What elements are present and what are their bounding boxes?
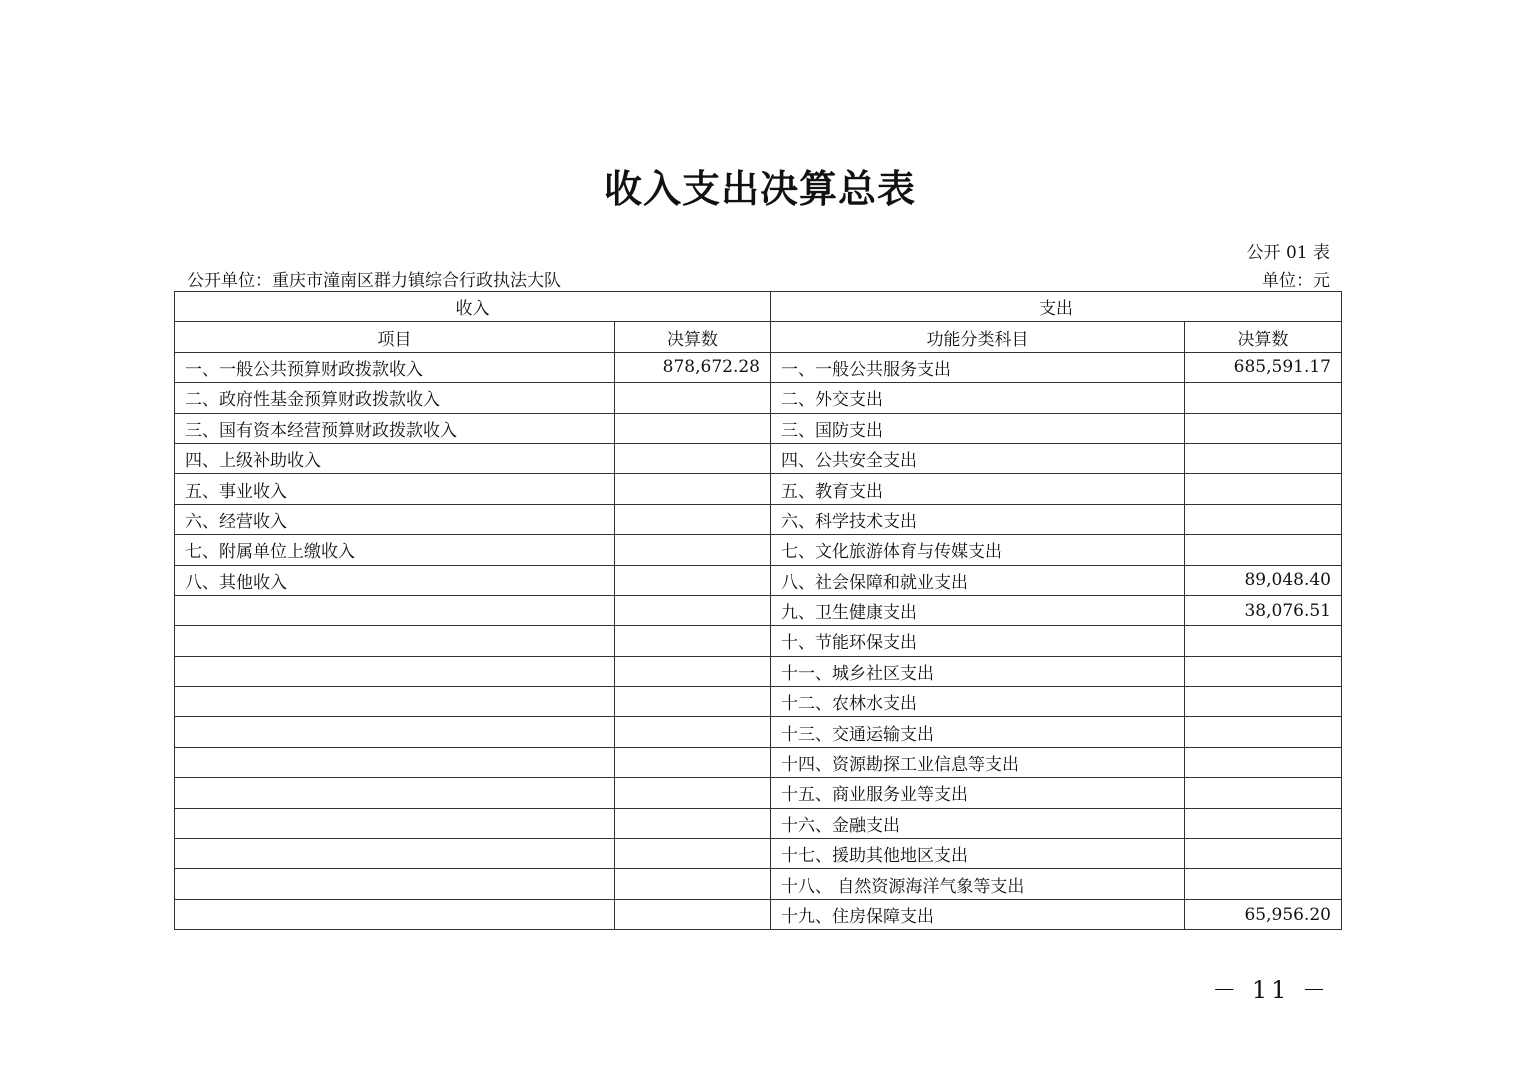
- table-row: [175, 565, 1342, 595]
- income-amount-cell: [615, 383, 771, 413]
- income-amount-cell: [615, 535, 771, 565]
- income-item-cell: 六、经营收入: [175, 504, 615, 534]
- table-row: [175, 899, 1342, 929]
- income-item-cell: [175, 626, 615, 656]
- section-header-row: [175, 292, 1342, 322]
- expense-item-cell: 十五、商业服务业等支出: [771, 778, 1185, 808]
- income-amount-cell: [615, 626, 771, 656]
- page-number: － 11 －: [1212, 976, 1330, 1004]
- expense-item-cell: 六、科学技术支出: [771, 504, 1185, 534]
- table-row: [175, 443, 1342, 473]
- income-item-cell: [175, 899, 615, 929]
- expense-amount-cell: [1185, 656, 1342, 686]
- expense-amount-cell: [1185, 413, 1342, 443]
- column-header-row: [175, 322, 1342, 352]
- expense-item-cell: 三、国防支出: [771, 413, 1185, 443]
- income-amount-cell: [615, 656, 771, 686]
- income-item-cell: 一、一般公共预算财政拨款收入: [175, 352, 615, 382]
- expense-amount-cell: [1185, 504, 1342, 534]
- expense-item-cell: 十九、住房保障支出: [771, 899, 1185, 929]
- expense-item-cell: 十七、援助其他地区支出: [771, 839, 1185, 869]
- income-item-cell: 二、政府性基金预算财政拨款收入: [175, 383, 615, 413]
- table-row: [175, 778, 1342, 808]
- income-item-cell: 五、事业收入: [175, 474, 615, 504]
- expense-amount-cell: [1185, 839, 1342, 869]
- col-header-income-amount: 决算数: [615, 322, 771, 352]
- income-amount-cell: [615, 839, 771, 869]
- income-item-cell: [175, 869, 615, 899]
- income-amount-cell: 878,672.28: [615, 352, 771, 382]
- income-amount-cell: [615, 504, 771, 534]
- table-row: [175, 535, 1342, 565]
- expense-item-cell: 十一、城乡社区支出: [771, 656, 1185, 686]
- expense-item-cell: 四、公共安全支出: [771, 443, 1185, 473]
- col-header-function: 功能分类科目: [771, 322, 1185, 352]
- expense-amount-cell: [1185, 383, 1342, 413]
- expense-amount-cell: [1185, 778, 1342, 808]
- income-amount-cell: [615, 443, 771, 473]
- col-header-item: 项目: [175, 322, 615, 352]
- income-item-cell: [175, 656, 615, 686]
- table-row: [175, 352, 1342, 382]
- expense-amount-cell: 685,591.17: [1185, 352, 1342, 382]
- expense-amount-cell: [1185, 808, 1342, 838]
- income-amount-cell: [615, 413, 771, 443]
- table-row: [175, 839, 1342, 869]
- income-item-cell: 三、国有资本经营预算财政拨款收入: [175, 413, 615, 443]
- income-amount-cell: [615, 717, 771, 747]
- expense-item-cell: 十八、 自然资源海洋气象等支出: [771, 869, 1185, 899]
- income-amount-cell: [615, 747, 771, 777]
- table-row: [175, 504, 1342, 534]
- reporting-unit: 公开单位：重庆市潼南区群力镇综合行政执法大队: [187, 271, 561, 291]
- expense-amount-cell: 89,048.40: [1185, 565, 1342, 595]
- table-row: [175, 656, 1342, 686]
- expense-section-header: 支出: [771, 292, 1342, 322]
- expense-item-cell: 十四、资源勘探工业信息等支出: [771, 747, 1185, 777]
- document-title: 收入支出决算总表: [603, 167, 916, 211]
- expense-amount-cell: [1185, 535, 1342, 565]
- income-amount-cell: [615, 808, 771, 838]
- income-amount-cell: [615, 869, 771, 899]
- expense-amount-cell: 65,956.20: [1185, 899, 1342, 929]
- expense-item-cell: 十六、金融支出: [771, 808, 1185, 838]
- table-row: [175, 474, 1342, 504]
- income-item-cell: [175, 747, 615, 777]
- expense-item-cell: 二、外交支出: [771, 383, 1185, 413]
- income-item-cell: [175, 808, 615, 838]
- income-expense-table: [174, 291, 1342, 930]
- currency-unit: 单位：元: [1262, 271, 1330, 291]
- income-amount-cell: [615, 687, 771, 717]
- income-item-cell: [175, 687, 615, 717]
- table-row: [175, 687, 1342, 717]
- income-amount-cell: [615, 474, 771, 504]
- expense-amount-cell: 38,076.51: [1185, 595, 1342, 625]
- table-row: [175, 808, 1342, 838]
- expense-amount-cell: [1185, 474, 1342, 504]
- income-item-cell: 七、附属单位上缴收入: [175, 535, 615, 565]
- table-row: [175, 869, 1342, 899]
- unit-row: [187, 266, 1330, 291]
- table-row: [175, 413, 1342, 443]
- table-row: [175, 717, 1342, 747]
- form-number: 公开 01 表: [1246, 243, 1330, 263]
- expense-amount-cell: [1185, 717, 1342, 747]
- table-row: [175, 595, 1342, 625]
- income-section-header: 收入: [175, 292, 771, 322]
- expense-item-cell: 八、社会保障和就业支出: [771, 565, 1185, 595]
- col-header-expense-amount: 决算数: [1185, 322, 1342, 352]
- income-item-cell: [175, 717, 615, 747]
- income-item-cell: [175, 839, 615, 869]
- income-item-cell: [175, 778, 615, 808]
- expense-amount-cell: [1185, 443, 1342, 473]
- income-item-cell: 四、上级补助收入: [175, 443, 615, 473]
- income-amount-cell: [615, 595, 771, 625]
- income-amount-cell: [615, 899, 771, 929]
- expense-amount-cell: [1185, 626, 1342, 656]
- expense-item-cell: 五、教育支出: [771, 474, 1185, 504]
- expense-item-cell: 十二、农林水支出: [771, 687, 1185, 717]
- income-amount-cell: [615, 778, 771, 808]
- expense-item-cell: 一、一般公共服务支出: [771, 352, 1185, 382]
- table-row: [175, 747, 1342, 777]
- income-item-cell: 八、其他收入: [175, 565, 615, 595]
- expense-item-cell: 七、文化旅游体育与传媒支出: [771, 535, 1185, 565]
- table-row: [175, 383, 1342, 413]
- table-row: [175, 626, 1342, 656]
- income-item-cell: [175, 595, 615, 625]
- expense-item-cell: 十三、交通运输支出: [771, 717, 1185, 747]
- expense-item-cell: 十、节能环保支出: [771, 626, 1185, 656]
- income-amount-cell: [615, 565, 771, 595]
- expense-item-cell: 九、卫生健康支出: [771, 595, 1185, 625]
- expense-amount-cell: [1185, 687, 1342, 717]
- expense-amount-cell: [1185, 869, 1342, 899]
- expense-amount-cell: [1185, 747, 1342, 777]
